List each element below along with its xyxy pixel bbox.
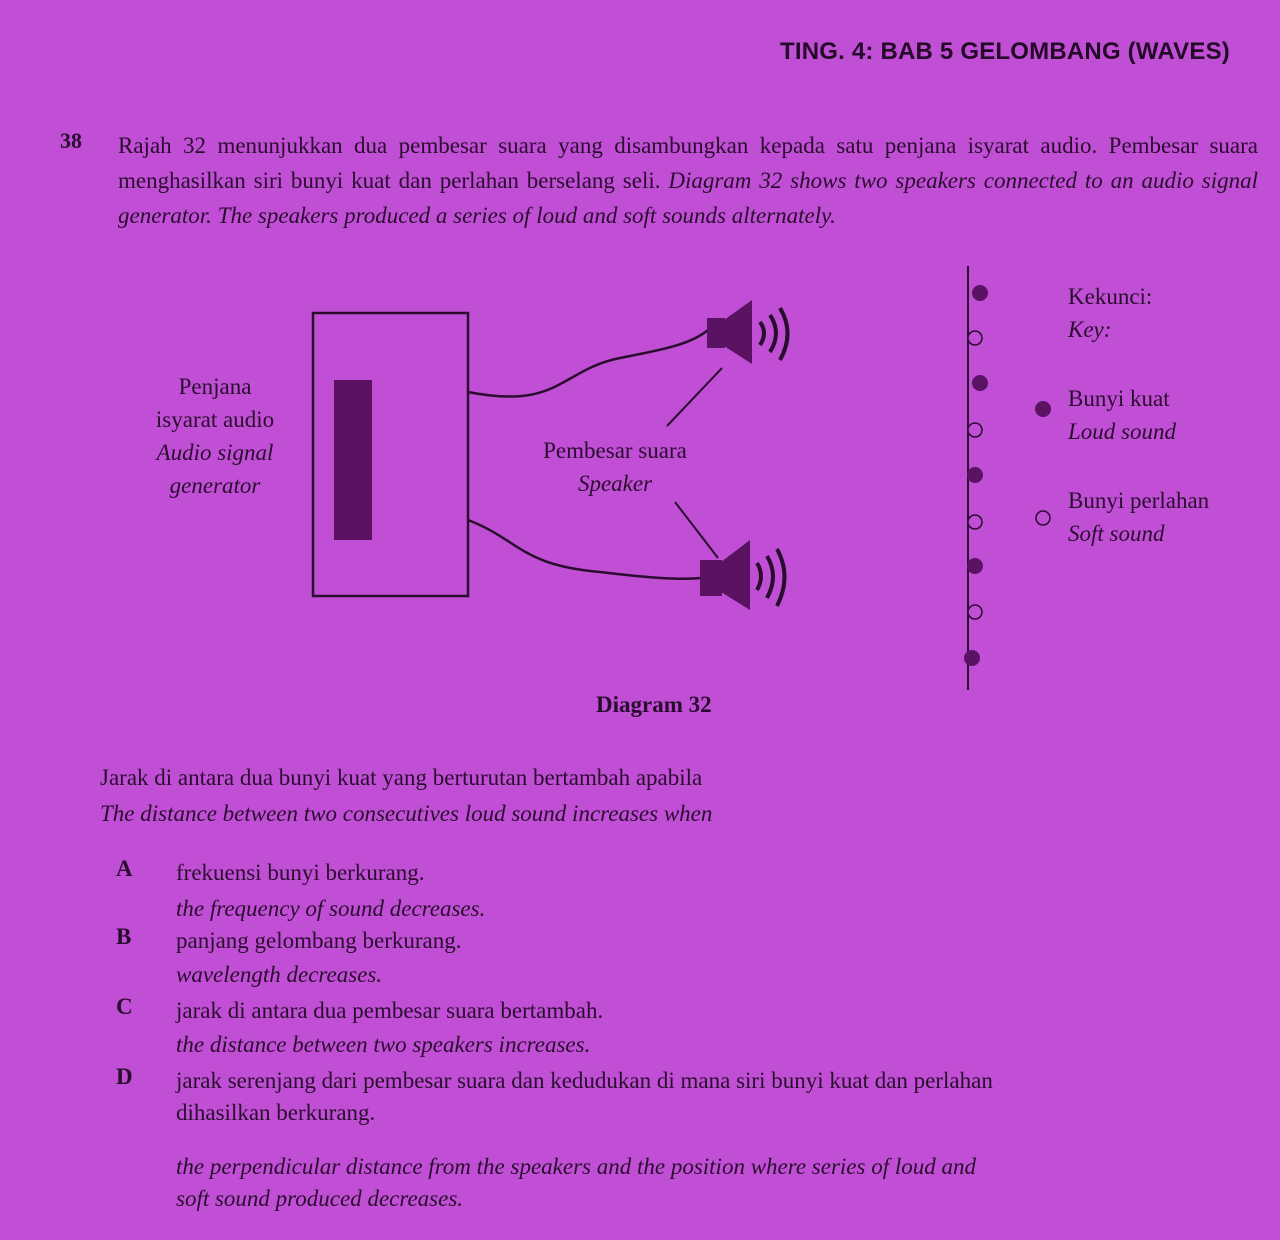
speaker-label-english: Speaker <box>577 471 653 496</box>
chapter-header: TING. 4: BAB 5 GELOMBANG (WAVES) <box>780 38 1230 65</box>
upper-cable <box>468 330 708 397</box>
generator-label <box>120 370 310 502</box>
option-c-english: the distance between two speakers increases. <box>176 1032 591 1057</box>
key-loud-label <box>1068 382 1176 448</box>
option-b-malay: panjang gelombang berkurang. <box>176 928 462 953</box>
key-title-malay: Kekunci: <box>1068 284 1153 309</box>
generator-label-malay-1: Penjana <box>178 374 252 399</box>
option-d-english-2: soft sound produced decreases. <box>176 1186 464 1211</box>
lower-cable <box>468 520 700 579</box>
diagram-caption: Diagram 32 <box>596 692 712 717</box>
generator-label-english-2: generator <box>169 473 261 498</box>
option-a-letter: A <box>116 856 133 881</box>
option-b-english: wavelength decreases. <box>176 962 383 987</box>
option-a-malay: frekuensi bunyi berkurang. <box>176 860 425 885</box>
generator-label-english-1: Audio signal <box>156 440 274 465</box>
option-d-english-1: the perpendicular distance from the speakers and the position where series of loud and <box>176 1154 976 1179</box>
key-loud-malay: Bunyi kuat <box>1068 386 1170 411</box>
option-c-letter: C <box>116 994 133 1019</box>
speaker-label-malay: Pembesar suara <box>543 438 687 463</box>
upper-speaker-icon <box>707 300 788 364</box>
question-number: 38 <box>60 128 82 153</box>
stem-malay: Jarak di antara dua bunyi kuat yang berturutan bertambah apabila <box>100 765 703 790</box>
key-title <box>1068 280 1152 346</box>
key-soft-symbol <box>1036 511 1050 525</box>
key-soft-malay: Bunyi perlahan <box>1068 488 1210 513</box>
generator-panel <box>334 380 372 540</box>
option-d-malay-2: dihasilkan berkurang. <box>176 1100 376 1125</box>
option-d-letter: D <box>116 1064 133 1089</box>
option-d-malay-1: jarak serenjang dari pembesar suara dan kedudukan di mana siri bunyi kuat dan perlahan <box>176 1068 993 1093</box>
speaker-pointer-upper <box>667 368 722 426</box>
key-title-english: Key: <box>1068 317 1112 342</box>
generator-label-malay-2: isyarat audio <box>155 407 275 432</box>
key-soft-label <box>1068 484 1209 550</box>
speaker-pointer-lower <box>675 502 718 558</box>
stem-english: The distance between two consecutives loud sound increases when <box>100 801 713 826</box>
question-malay: Rajah 32 menunjukkan dua pembesar suara yang disambungkan kepada satu penjana isyarat audio. Pembesar suara menghasilkan siri bunyi kuat dan perlahan berselang seli. <box>118 133 1258 193</box>
key-loud-symbol <box>1035 401 1051 417</box>
option-a-english: the frequency of sound decreases. <box>176 896 486 921</box>
speaker-label <box>510 434 720 500</box>
key-loud-english: Loud sound <box>1068 419 1176 444</box>
option-c-malay: jarak di antara dua pembesar suara bertambah. <box>176 998 604 1023</box>
key-soft-english: Soft sound <box>1068 521 1165 546</box>
question-english: Diagram 32 shows two speakers connected to an audio signal generator. The speakers produced a series of loud and soft sounds alternately. <box>118 168 1259 228</box>
option-b-letter: B <box>116 924 132 949</box>
